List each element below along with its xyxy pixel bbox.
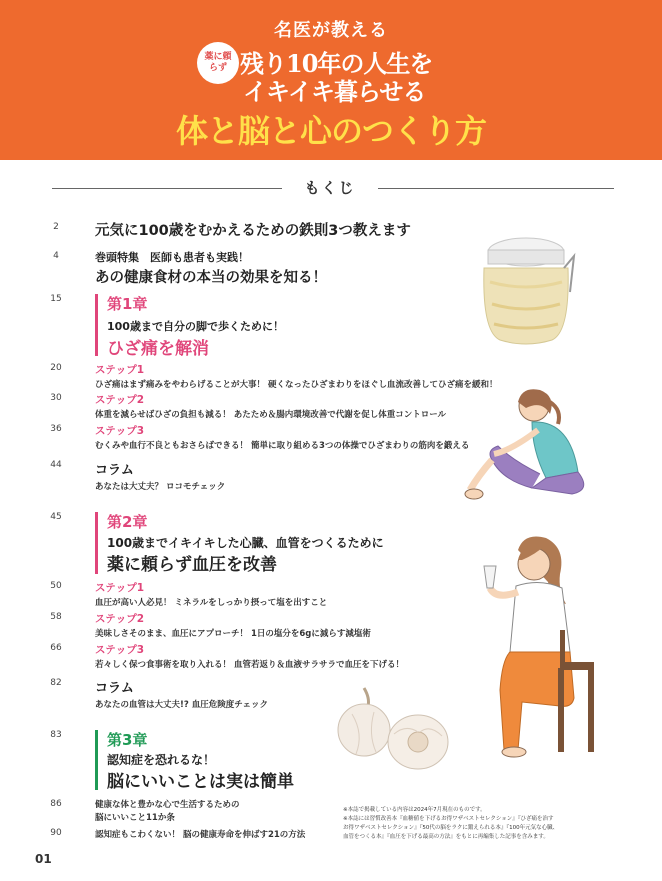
ch3-item2-text[interactable]: 認知症もこわくない！ 脳の健康寿命を伸ばす21の方法	[95, 830, 306, 840]
ch2-step3-text: 若々しく保つ食事術を取り入れる！ 血管若返り＆血液サラサラで血圧を下げる！	[95, 660, 404, 670]
ch2-step1-text: 血圧が高い人必見！ ミネラルをしっかり摂って塩を出すこと	[95, 598, 328, 608]
chapter2-bar	[95, 512, 98, 574]
chapter2-label[interactable]: 第2章	[107, 513, 148, 531]
chapter3-bar	[95, 730, 98, 790]
woman-stretching-illustration	[462, 380, 622, 510]
page-number-ch2: 45	[50, 512, 62, 522]
woman-drinking-illustration	[462, 530, 602, 760]
toc-rule-right	[378, 188, 614, 189]
page-number-intro2: 4	[53, 251, 59, 261]
footnote-line4: 血管をつくる本』『血圧を下げる最高の方法』をもとに再編集した記事を含みます。	[343, 834, 549, 840]
ch1-step3-text: むくみや血行不良ともおさらばできる！ 簡単に取り組める3つの体操でひざまわりの筋肉を鍛える	[95, 441, 470, 451]
ch1-column-label[interactable]: コラム	[95, 463, 134, 478]
footnote-line3: お得ワザベストセレクション』『50代の脳をラクに鍛えられる本』『100年元気な心臓、	[343, 825, 559, 831]
page-number-ch1-step2: 30	[50, 393, 62, 403]
ch2-step1-label[interactable]: ステップ1	[95, 582, 145, 594]
header-kicker: 名医が教える	[274, 20, 388, 41]
garlic-illustration	[334, 684, 454, 772]
footnote-line1: ※本誌で掲載している内容は2024年7月現在のものです。	[343, 807, 486, 813]
ch3-item1-line1[interactable]: 健康な体と豊かな心で生活するための	[95, 800, 240, 810]
toc-entry-feature[interactable]: あの健康食材の本当の効果を知る！	[95, 270, 327, 286]
ch1-step3-label[interactable]: ステップ3	[95, 425, 145, 437]
page-number-ch2-step1: 50	[50, 581, 62, 591]
toc-title: もくじ	[304, 179, 356, 197]
chapter3-title[interactable]: 脳にいいことは実は簡単	[107, 772, 294, 792]
header-title-line2: イキイキ暮らせる	[243, 77, 426, 106]
no-medicine-badge: 薬に頼らず	[197, 42, 239, 84]
chapter2-title[interactable]: 薬に頼らず血圧を改善	[107, 555, 277, 575]
ch2-step2-text: 美味しさそのまま、血圧にアプローチ！ 1日の塩分を6gに減らす減塩術	[95, 629, 371, 639]
ch1-step2-label[interactable]: ステップ2	[95, 394, 145, 406]
chapter1-bar	[95, 294, 98, 356]
toc-entry-rules[interactable]: 元気に100歳をむかえるための鉄則3つ教えます	[95, 223, 411, 239]
chapter3-subtitle: 認知症を恐れるな！	[107, 753, 216, 767]
ch2-step2-label[interactable]: ステップ2	[95, 613, 145, 625]
feature-kicker: 巻頭特集 医師も患者も実践！	[95, 251, 249, 264]
ch3-item1-line2[interactable]: 脳にいいこと11か条	[95, 813, 175, 823]
header-title-line1: 残り10年の人生を	[240, 49, 433, 78]
page-number-ch3: 83	[50, 730, 62, 740]
page-number-ch2-step2: 58	[50, 612, 62, 622]
ch1-step1-text: ひざ痛はまず痛みをやわらげることが大事！ 硬くなったひざまわりをほぐし血流改善してひざ痛を緩和！	[95, 380, 498, 390]
chapter1-title[interactable]: ひざ痛を解消	[107, 339, 209, 359]
page-number-ch3-item2: 90	[50, 828, 62, 838]
chapter2-subtitle: 100歳までイキイキした心臓、血管をつくるために	[107, 536, 384, 550]
header-title-line3: 体と脳と心のつくり方	[175, 112, 486, 150]
page-number: 01	[35, 852, 52, 866]
chapter3-label[interactable]: 第3章	[107, 731, 148, 749]
ch1-step2-text: 体重を減らせばひざの負担も減る！ あたため＆腸内環境改善で代謝を促し体重コントロール	[95, 410, 447, 420]
footnote-line2: ※本誌には習慣改善本『血糖値を下げるお得ワザベストセレクション』『ひざ痛を治す	[343, 816, 554, 822]
ginger-jar-illustration	[470, 232, 582, 347]
chapter1-subtitle: 100歳まで自分の脚で歩くために！	[107, 320, 284, 333]
ch2-step3-label[interactable]: ステップ3	[95, 644, 145, 656]
chapter1-label[interactable]: 第1章	[107, 295, 148, 313]
ch1-step1-label[interactable]: ステップ1	[95, 364, 145, 376]
page-number-ch2-column: 82	[50, 678, 62, 688]
page-number-ch2-step3: 66	[50, 643, 62, 653]
page-number-intro1: 2	[53, 222, 59, 232]
page-number-ch1-step1: 20	[50, 363, 62, 373]
ch2-column-text: あなたの血管は大丈夫!? 血圧危険度チェック	[95, 700, 269, 710]
page-number-ch1: 15	[50, 294, 62, 304]
toc-rule-left	[52, 188, 282, 189]
page-number-ch3-item1: 86	[50, 799, 62, 809]
ch2-column-label[interactable]: コラム	[95, 681, 134, 696]
page-number-ch1-column: 44	[50, 460, 62, 470]
page-number-ch1-step3: 36	[50, 424, 62, 434]
ch1-column-text: あなたは大丈夫？ ロコモチェック	[95, 482, 226, 492]
